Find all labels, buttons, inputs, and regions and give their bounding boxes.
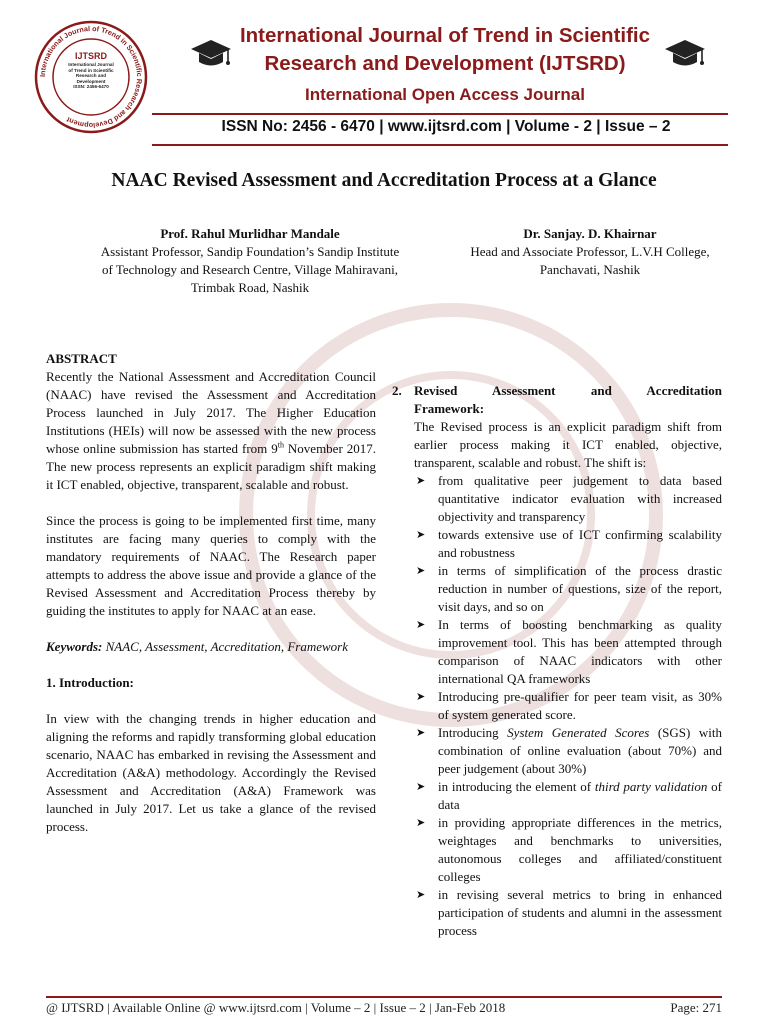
abstract-paragraph: Since the process is going to be implemented first time, many institutes are facing many queries to comply with the mandatory requirements of NAAC. The Research paper attempts to address the above issue and provide a glance of the Revised Assessment and Accreditation Process thereby by guiding the institutes to apply for NAAC at an ease. <box>46 513 376 618</box>
list-item: ➤ In terms of boosting benchmarking as quality improvement tool. This has been attempted through comparison of NAAC indicators with other international QA frameworks <box>416 617 722 686</box>
arrow-bullet-icon: ➤ <box>416 618 426 631</box>
abstract-paragraph: Recently the National Assessment and Accreditation Council (NAAC) have revised the Assessment and Accreditation Process launched in July 2017. The Higher Education Institutions (HEIs) will now be assessed with the new process whose online submission has started from 9th November 2017. The new process represents an explicit paradigm shift making it ICT enabled, objective, transparent, scalable and robust. <box>46 369 376 492</box>
keywords: Keywords: NAAC, Assessment, Accreditation, Framework <box>46 639 348 654</box>
journal-subtitle: International Open Access Journal <box>305 85 585 104</box>
section-heading-framework: 2. Revised Assessment and Accreditation <box>392 383 722 398</box>
header-divider <box>152 113 728 115</box>
author-name: Dr. Sanjay. D. Khairnar <box>523 226 657 241</box>
footer-citation: @ IJTSRD | Available Online @ www.ijtsrd.com | Volume – 2 | Issue – 2 | Jan-Feb 2018 <box>46 1000 506 1015</box>
arrow-bullet-icon: ➤ <box>416 564 426 577</box>
author-block <box>100 225 400 297</box>
list-item: ➤ in revising several metrics to bring in enhanced participation of students and alumni in the assessment process <box>416 887 722 938</box>
issn-line: ISSN No: 2456 - 6470 | www.ijtsrd.com | Volume - 2 | Issue – 2 <box>221 118 671 135</box>
page-footer <box>46 1000 722 1016</box>
author-affiliation: Assistant Professor, Sandip Foundation’s Sandip Institute of Technology and Research Centre, Village Mahiravani, Trimbak Road, Nashik <box>100 244 400 295</box>
header-divider-bottom <box>152 144 728 146</box>
left-column <box>46 350 376 836</box>
list-item: ➤ from qualitative peer judgement to data based quantitative indicator evaluation with increased objectivity and transparency <box>416 473 722 524</box>
abstract-heading: ABSTRACT <box>46 351 117 366</box>
journal-header <box>0 0 768 150</box>
seal-inner-text: IJTSRD International Journal of Trend in Scientific Research and Development ISSN: 2456-6470 <box>68 51 114 90</box>
list-item: ➤ in providing appropriate differences in the metrics, weightages and benchmarks to universities, autonomous colleges and affiliated/constituent colleges <box>416 815 722 884</box>
footer-divider <box>46 996 722 998</box>
list-item: ➤ in introducing the element of third party validation of data <box>416 779 722 812</box>
introduction-paragraph: In view with the changing trends in higher education and aligning the reforms and rapidly transforming global education scenario, NAAC has embarked in revising the Assessment and Accreditation (A&A) methodology. Accordingly the Revised Assessment and Accreditation (A&A) Framework was launched in July 2017. Let us take a glance of the revised process. <box>46 711 376 834</box>
list-item: ➤ towards extensive use of ICT confirming scalability and robustness <box>416 527 722 560</box>
framework-intro-paragraph: The Revised process is an explicit paradigm shift from earlier process making it ICT enabled, objective, transparent, scalable and robust. The shift is: <box>414 419 722 470</box>
svg-text:International Journal of Trend: International Journal of Trend in Scientific Research and Development <box>37 23 145 131</box>
list-item: ➤ in terms of simplification of the process drastic reduction in number of questions, size of the report, visit days, and so on <box>416 563 722 614</box>
section-heading-introduction: 1. Introduction: <box>46 675 134 690</box>
paper-title: NAAC Revised Assessment and Accreditation Process at a Glance <box>111 170 657 191</box>
arrow-bullet-icon: ➤ <box>416 726 426 739</box>
author-affiliation: Head and Associate Professor, L.V.H College, Panchavati, Nashik <box>470 244 710 277</box>
arrow-bullet-icon: ➤ <box>416 780 426 793</box>
journal-seal-logo <box>34 20 148 134</box>
right-column: 2. Revised Assessment and Accreditation Framework: The Revised process is an explicit paradigm shift from earlier process making it ICT enabled, objective, transparent, scalable and robust. The shift is: ➤ from qualitative peer judgement to data based quantitative indicator evaluation with increased objectivity and transparency ➤ towards extensive use of ICT confirming scalability and robustness ➤ in terms of simplification of the process drastic reduction in number of questions, size of the report, visit days, and so on ➤ In terms of boosting benchmarking as quality improvement tool. This has been attempted through comparison of NAAC indicators with other international QA frameworks ➤ Introducing pre-qualifier for peer team visit, as 30% of system generated score. ➤ Introducing System Generated Scores (SGS) with combination of online evaluation (about 70%) and peer judgement (about 30%) ➤ in introducing the element of third party validation of data ➤ in providing appropriate differences in the metrics, weightages and benchmarks to universities, autonomous colleges and affiliated/constituent colleges ➤ in revising several metrics to bring in enhanced participation of students and alumni in the assessment process <box>392 383 722 938</box>
list-item: ➤ Introducing pre-qualifier for peer team visit, as 30% of system generated score. <box>416 689 722 722</box>
list-item: ➤ Introducing System Generated Scores (SGS) with combination of online evaluation (about 70%) and peer judgement (about 30%) <box>416 725 722 776</box>
page-number: Page: 271 <box>670 1000 722 1015</box>
arrow-bullet-icon: ➤ <box>416 690 426 703</box>
journal-title: International Journal of Trend in Scientific Research and Development (IJTSRD) <box>239 24 651 75</box>
author-block <box>440 225 740 279</box>
author-name: Prof. Rahul Murlidhar Mandale <box>160 226 340 241</box>
arrow-bullet-icon: ➤ <box>416 816 426 829</box>
arrow-bullet-icon: ➤ <box>416 888 426 901</box>
arrow-bullet-icon: ➤ <box>416 528 426 541</box>
arrow-bullet-icon: ➤ <box>416 474 426 487</box>
paradigm-shift-list <box>414 472 722 940</box>
